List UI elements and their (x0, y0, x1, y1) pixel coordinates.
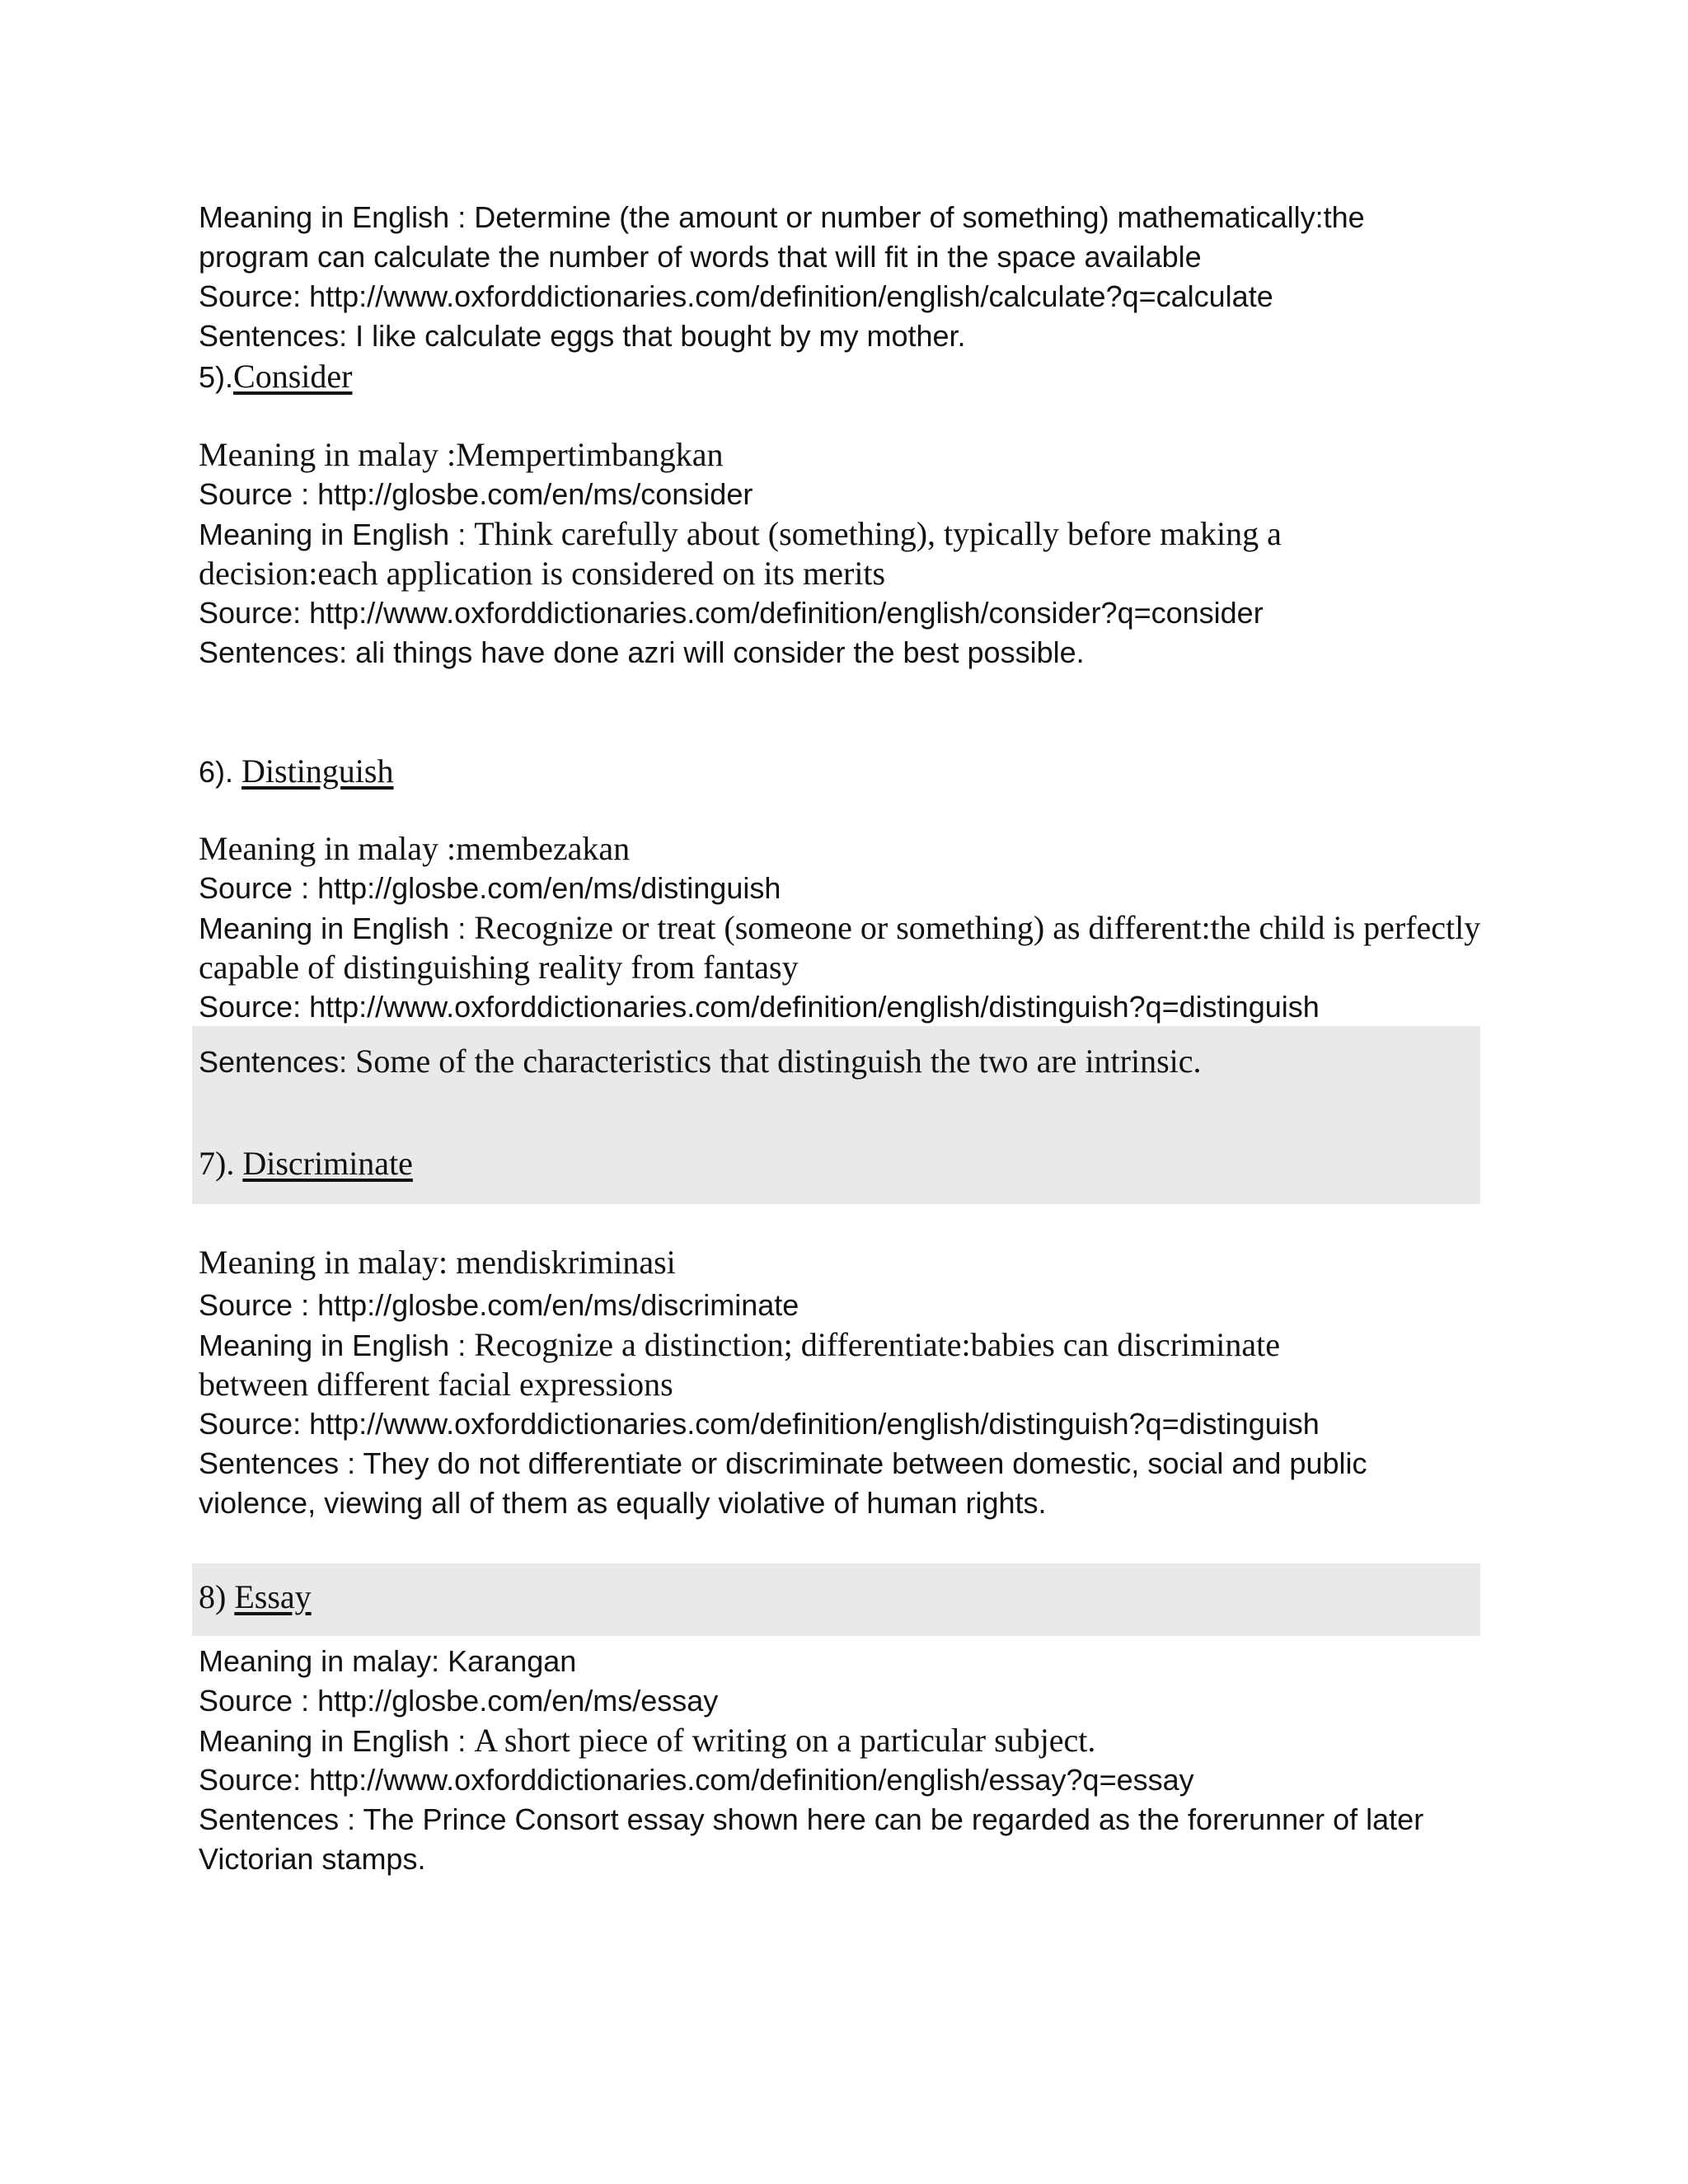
consider-malay-meaning: Meaning in malay :Mempertimbangkan (199, 436, 724, 473)
essay-number: 8) (199, 1578, 235, 1615)
calculate-sentence: Sentences: I like calculate eggs that bought by my mother. (199, 319, 966, 353)
consider-english-meaning-line-1 (199, 515, 1282, 552)
distinguish-sentence-text: Some of the characteristics that distinguish the two are intrinsic. (355, 1043, 1202, 1080)
distinguish-english-meaning-line-1 (199, 909, 1481, 946)
discriminate-oxford-source: Source: http://www.oxforddictionaries.com/definition/english/distinguish?q=distinguish (199, 1407, 1320, 1441)
calculate-english-meaning-line-1: Meaning in English : Determine (the amount or number of something) mathematically:the (199, 200, 1365, 234)
distinguish-heading (199, 752, 394, 790)
consider-heading (199, 360, 352, 393)
distinguish-english-text: Recognize or treat (someone or something) as different:the child is perfectly (474, 909, 1481, 946)
calculate-oxford-source: Source: http://www.oxforddictionaries.com/definition/english/calculate?q=calculate (199, 279, 1273, 313)
distinguish-glosbe-source: Source : http://glosbe.com/en/ms/distinguish (199, 871, 781, 905)
consider-word: Consider (233, 358, 353, 395)
essay-oxford-source: Source: http://www.oxforddictionaries.com/definition/english/essay?q=essay (199, 1763, 1194, 1797)
discriminate-english-meaning-line-1 (199, 1326, 1280, 1363)
essay-word: Essay (234, 1578, 312, 1615)
discriminate-glosbe-source: Source : http://glosbe.com/en/ms/discriminate (199, 1288, 799, 1322)
discriminate-sentence-line-2: violence, viewing all of them as equally violative of human rights. (199, 1486, 1047, 1520)
essay-english-label: Meaning in English : (199, 1724, 475, 1758)
essay-english-meaning (199, 1724, 1095, 1757)
discriminate-heading (199, 1147, 413, 1180)
consider-sentence: Sentences: ali things have done azri will consider the best possible. (199, 635, 1085, 669)
calculate-english-meaning-line-2: program can calculate the number of words that will fit in the space available (199, 240, 1202, 274)
discriminate-english-meaning-line-2: between different facial expressions (199, 1366, 673, 1403)
distinguish-sentence-label: Sentences: (199, 1045, 356, 1079)
consider-english-meaning-line-2: decision:each application is considered on its merits (199, 555, 886, 592)
discriminate-english-text: Recognize a distinction; differentiate:babies can discriminate (474, 1326, 1280, 1363)
essay-malay-meaning: Meaning in malay: Karangan (199, 1644, 577, 1678)
consider-number: 5). (199, 360, 234, 394)
consider-english-text: Think carefully about (something), typically before making a (474, 515, 1282, 552)
essay-sentence-line-2: Victorian stamps. (199, 1842, 426, 1876)
distinguish-number: 6). (199, 755, 242, 789)
distinguish-english-meaning-line-2: capable of distinguishing reality from fantasy (199, 949, 799, 986)
discriminate-sentence-line-1: Sentences : They do not differentiate or discriminate between domestic, social and public (199, 1446, 1367, 1480)
discriminate-number: 7). (199, 1145, 243, 1182)
distinguish-english-label: Meaning in English : (199, 912, 475, 945)
consider-english-label: Meaning in English : (199, 518, 475, 551)
distinguish-oxford-source: Source: http://www.oxforddictionaries.com/definition/english/distinguish?q=distinguish (199, 990, 1320, 1024)
essay-glosbe-source: Source : http://glosbe.com/en/ms/essay (199, 1684, 719, 1718)
distinguish-sentence (199, 1045, 1202, 1078)
discriminate-english-label: Meaning in English : (199, 1329, 475, 1362)
discriminate-word: Discriminate (242, 1145, 413, 1182)
essay-sentence-line-1: Sentences : The Prince Consort essay shown here can be regarded as the forerunner of later (199, 1802, 1424, 1836)
essay-heading (199, 1578, 312, 1615)
discriminate-malay-meaning: Meaning in malay: mendiskriminasi (199, 1244, 676, 1281)
consider-oxford-source: Source: http://www.oxforddictionaries.com/definition/english/consider?q=consider (199, 596, 1264, 630)
distinguish-malay-meaning: Meaning in malay :membezakan (199, 830, 631, 867)
essay-english-text: A short piece of writing on a particular subject. (474, 1722, 1096, 1759)
distinguish-word: Distinguish (241, 752, 394, 790)
consider-glosbe-source: Source : http://glosbe.com/en/ms/consider (199, 477, 753, 511)
highlight-block-essay-heading (192, 1563, 1480, 1636)
